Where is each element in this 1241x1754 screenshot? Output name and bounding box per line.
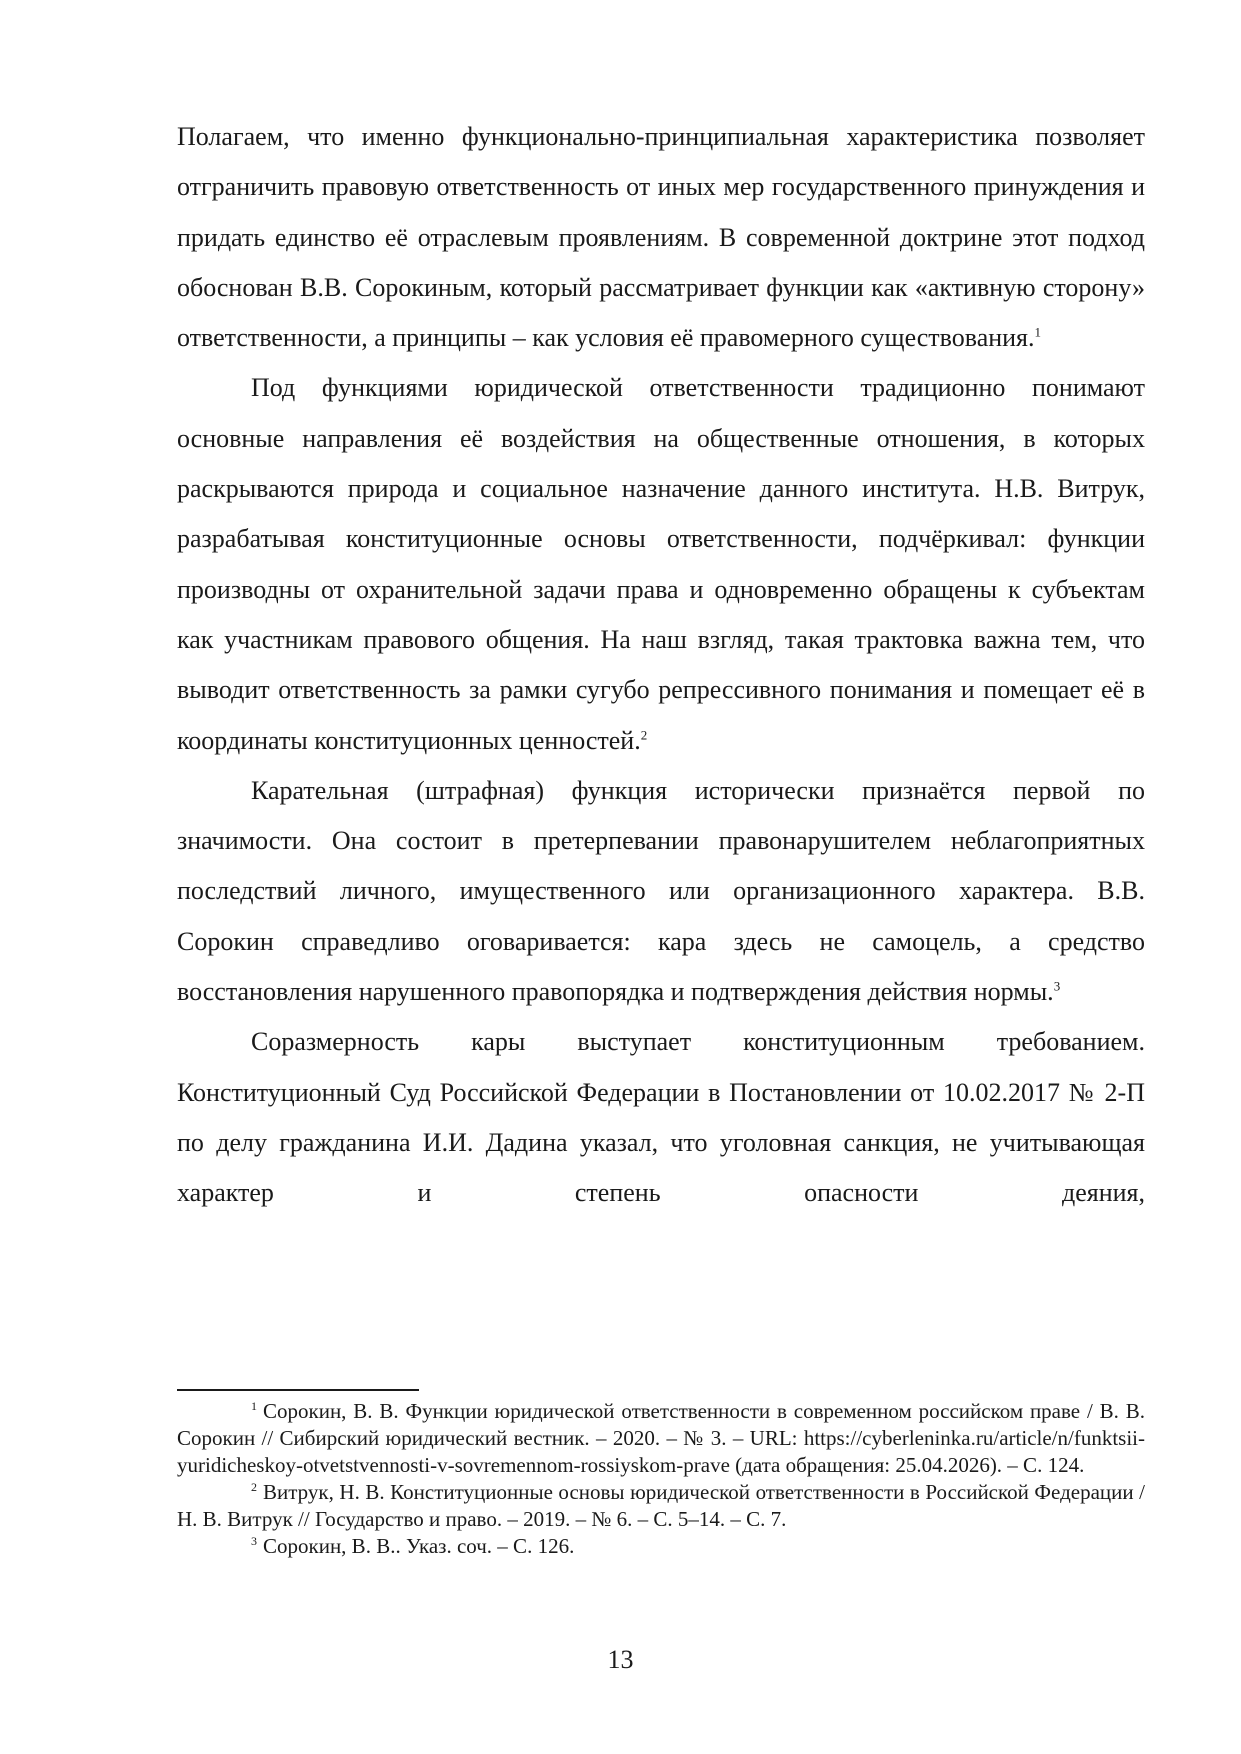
- main-text: [177, 112, 1145, 1219]
- page-number: 13: [607, 1645, 634, 1674]
- footnote-2-number: 2: [251, 1480, 257, 1494]
- footnote-separator: [177, 1389, 419, 1391]
- footnote-1-text: Сорокин, В. В. Функции юридической ответственности в современном российском праве / В. В. Сорокин // Сибирский юридический вестник. – 2020. – № 3. – URL: https://cyberleninka.ru/article/n/funktsii-yuridicheskoy-otvetstvennosti-v-sovremennom-rossiyskom-prave (дата обращения: 25.04.2026). – С. 124.: [177, 1399, 1145, 1477]
- paragraph-4: [177, 1017, 1145, 1218]
- footnote-ref-1[interactable]: 1: [1034, 324, 1042, 340]
- paragraph-2: [177, 363, 1145, 765]
- paragraph-2-text: Под функциями юридической ответственности традиционно понимают основные направления её воздействия на общественные отношения, в которых раскрываются природа и социальное назначение данного института. Н.В. Витрук, разрабатывая конституционные основы ответственности, подчёркивал: функции производны от охранительной задачи права и одновременно обращены к субъектам как участникам правового общения. На наш взгляд, такая трактовка важна тем, что выводит ответственность за рамки сугубо репрессивного понимания и помещает её в координаты конституционных ценностей.: [177, 373, 1145, 755]
- footnote-2-text: Витрук, Н. В. Конституционные основы юридической ответственности в Российской Федерации / Н. В. Витрук // Государство и право. – 2019. – № 6. – С. 5–14. – С. 7.: [177, 1480, 1145, 1531]
- footnote-1-number: 1: [251, 1399, 257, 1413]
- paragraph-1: [177, 112, 1145, 363]
- paragraph-1-text: Полагаем, что именно функционально-принципиальная характеристика позволяет отграничить правовую ответственность от иных мер государственного принуждения и придать единство её отраслевым проявлениям. В современной доктрине этот подход обоснован В.В. Сорокиным, который рассматривает функции как «активную сторону» ответственности, а принципы – как условия её правомерного существования.: [177, 122, 1145, 353]
- footnote-3-text: Сорокин, В. В.. Указ. соч. – С. 126.: [263, 1534, 575, 1558]
- paragraph-3-text: Карательная (штрафная) функция исторически признаётся первой по значимости. Она состоит в претерпевании правонарушителем неблагоприятных последствий личного, имущественного или организационного характера. В.В. Сорокин справедливо оговаривается: кара здесь не самоцель, а средство восстановления нарушенного правопорядка и подтверждения действия нормы.: [177, 775, 1145, 1007]
- footnote-3-number: 3: [251, 1534, 257, 1548]
- footnote-ref-2[interactable]: 2: [640, 726, 648, 742]
- paragraph-3: [177, 766, 1145, 1017]
- footnote-3: [177, 1533, 1145, 1560]
- paragraph-4-text: Соразмерность кары выступает конституционным требованием. Конституционный Суд Российской Федерации в Постановлении от 10.02.2017 № 2-П по делу гражданина И.И. Дадина указал, что уголовная санкция, не учитывающая характер и степень опасности деяния,: [177, 1027, 1145, 1208]
- footnote-1: [177, 1398, 1145, 1479]
- footnotes: [177, 1398, 1145, 1560]
- footnote-2: [177, 1479, 1145, 1533]
- footnote-ref-3[interactable]: 3: [1053, 978, 1061, 994]
